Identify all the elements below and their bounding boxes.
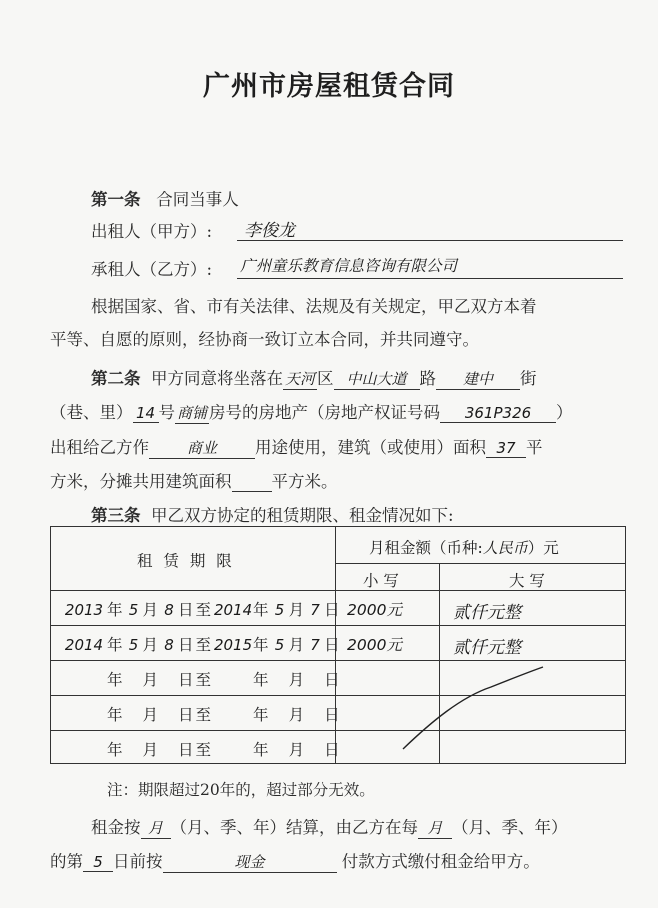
article2-text-street: 街 <box>520 369 537 388</box>
table-note: 注：期限超过20年的，超过部分无效。 <box>107 781 375 799</box>
period-label: 年 <box>253 636 271 654</box>
lessee-underline <box>237 278 623 279</box>
article2-text-cert: 房号的房地产（房地产权证号码 <box>209 403 440 422</box>
rent-header-prefix: 月租金额（币种: <box>369 539 483 557</box>
article1-paragraph-line2: 平等、自愿的原则，经协商一致订立本合同，并共同遵守。 <box>50 330 479 349</box>
article1-line <box>91 186 239 210</box>
period-value: 7 <box>310 636 320 654</box>
strike-through-curve <box>403 667 543 749</box>
payment-text-settle: （月、季、年）结算，由乙方在每 <box>170 818 418 837</box>
period-value: 5 <box>274 636 285 654</box>
lessee-label: 承租人（乙方）: <box>91 260 213 279</box>
period-value: 5 <box>274 601 285 619</box>
period-value: 8 <box>164 601 174 619</box>
article2-text-ping: 平 <box>526 438 543 457</box>
period-label: 年 <box>253 706 271 724</box>
article2-text-lease-to: 出租给乙方作 <box>50 438 149 457</box>
payment-text-before: 日前按 <box>113 852 163 871</box>
district-value: 天河 <box>284 370 315 388</box>
lessor-value: 李俊龙 <box>244 221 295 241</box>
rent-big-value: 贰仟元整 <box>453 638 521 658</box>
payment-line1 <box>91 814 568 839</box>
period-label: 日 <box>324 636 342 654</box>
period-value: 5 <box>128 636 139 654</box>
house-number-value: 14 <box>133 404 159 423</box>
period-label: 年 <box>107 636 125 654</box>
article2-text-area: 用途使用，建筑（或使用）面积 <box>255 438 486 457</box>
payment-text-period: （月、季、年） <box>452 818 568 837</box>
article2-line2 <box>50 399 573 424</box>
article1-heading: 第一条 <box>91 190 141 209</box>
period-value: 5 <box>128 601 139 619</box>
article3-text: 甲乙双方协定的租赁期限、租金情况如下: <box>151 506 454 525</box>
period-label: 月 <box>288 706 307 724</box>
period-label: 日 <box>324 706 342 724</box>
article2-line1 <box>91 365 537 390</box>
period-label: 年 <box>107 671 125 689</box>
period-label: 月 <box>288 741 307 759</box>
period-label: 月 <box>142 601 161 619</box>
use-value: 商业 <box>149 437 255 459</box>
period-label: 日至 <box>178 706 214 724</box>
table-header-period: 租 赁 期 限 <box>137 552 235 570</box>
article2-text-sqm: 平方米。 <box>271 472 338 491</box>
period-label: 年 <box>107 706 125 724</box>
article2-text-road: 路 <box>419 369 436 388</box>
article3-heading: 第三条 <box>91 506 141 525</box>
article2-text-located: 甲方同意将坐落在 <box>151 369 283 388</box>
period-label: 月 <box>142 706 161 724</box>
period-label: 日 <box>324 601 342 619</box>
rent-small-value: 2000元 <box>347 601 402 619</box>
lessor-line <box>91 218 212 242</box>
period-label: 年 <box>107 741 125 759</box>
street-value: 建中 <box>436 368 520 390</box>
period-label: 月 <box>142 741 161 759</box>
strike-through-mark <box>51 527 627 765</box>
table-header-lower: 小 写 <box>363 572 399 590</box>
period-value: 7 <box>310 601 320 619</box>
cert-number-value: 361P326 <box>440 404 556 423</box>
period-label: 月 <box>142 671 161 689</box>
room-number-value: 商铺 <box>176 404 207 422</box>
period-label: 月 <box>288 636 307 654</box>
period-label: 月 <box>288 601 307 619</box>
period-value: 2014 <box>64 636 104 654</box>
lessor-label: 出租人（甲方）: <box>91 222 213 241</box>
payment-day-value: 5 <box>83 853 113 872</box>
rent-header-suffix: ）元 <box>527 539 559 557</box>
payment-text-by: 租金按 <box>91 818 141 837</box>
period-value: 2014 <box>213 601 253 619</box>
rent-small-value: 2000元 <box>347 636 402 654</box>
payment-cycle-value: 月 <box>141 817 171 839</box>
lessee-value: 广州童乐教育信息咨询有限公司 <box>240 257 458 275</box>
article2-text-lane: （巷、里） <box>50 403 133 422</box>
table-header-upper: 大 写 <box>509 572 545 590</box>
payment-method-value: 现金 <box>163 851 337 873</box>
period-label: 日 <box>324 741 342 759</box>
rent-table <box>50 526 626 764</box>
currency-value: 人民币 <box>482 539 528 557</box>
contract-title: 广州市房屋租赁合同 <box>203 71 455 102</box>
article2-text-number: 号 <box>158 403 175 422</box>
period-label: 日至 <box>178 671 214 689</box>
road-value: 中山大道 <box>334 368 420 390</box>
article1-paragraph-line1: 根据国家、省、市有关法律、法规及有关规定，甲乙双方本着 <box>91 297 537 316</box>
article3-line <box>91 502 454 526</box>
payment-text-the: 的第 <box>50 852 83 871</box>
period-label: 日至 <box>178 741 214 759</box>
period-label: 年 <box>107 601 125 619</box>
area-value: 37 <box>486 439 526 458</box>
article2-line3 <box>50 434 543 459</box>
period-value: 2015 <box>213 636 253 654</box>
payment-cycle2-value: 月 <box>418 817 452 839</box>
period-value: 2013 <box>64 601 104 619</box>
shared-area-blank <box>232 472 272 492</box>
period-label: 日至 <box>178 601 214 619</box>
payment-text-method: 付款方式缴付租金给甲方。 <box>341 852 540 871</box>
period-label: 日 <box>324 671 342 689</box>
payment-line2 <box>50 848 540 873</box>
period-label: 月 <box>142 636 161 654</box>
period-label: 日至 <box>178 636 214 654</box>
article2-text-shared-area: 方米，分摊共用建筑面积 <box>50 472 232 491</box>
rent-big-value: 贰仟元整 <box>453 603 521 623</box>
article2-line4 <box>50 468 338 492</box>
article2-heading: 第二条 <box>91 369 141 388</box>
article2-text-close-paren: ） <box>556 403 573 422</box>
period-label: 年 <box>253 671 271 689</box>
period-label: 年 <box>253 741 271 759</box>
period-label: 年 <box>253 601 271 619</box>
article2-text-district: 区 <box>317 369 334 388</box>
period-label: 月 <box>288 671 307 689</box>
period-value: 8 <box>164 636 174 654</box>
lessee-line <box>91 256 212 280</box>
article1-subject: 合同当事人 <box>156 190 239 209</box>
